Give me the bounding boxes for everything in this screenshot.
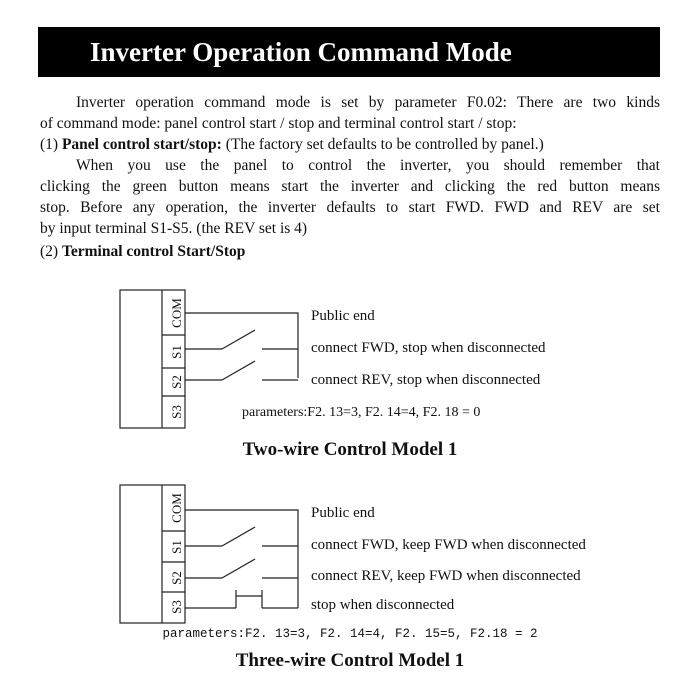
three-wire-label-stop: stop when disconnected bbox=[311, 597, 455, 613]
two-wire-diagram bbox=[0, 280, 700, 430]
two-wire-label-fwd: connect FWD, stop when disconnected bbox=[311, 340, 546, 356]
two-wire-terminal-s3: S3 bbox=[168, 405, 184, 419]
terminal-control-title: Terminal control Start/Stop bbox=[61, 243, 246, 260]
panel-control-note: (The factory set defaults to be controlled by panel.) bbox=[221, 136, 544, 153]
intro-line-2: of command mode: panel control start / stop and terminal control start / stop: bbox=[40, 115, 517, 132]
two-wire-parameters: parameters:F2. 13=3, F2. 14=4, F2. 18 = 0 bbox=[242, 405, 481, 420]
panel-body-line-1: When you use the panel to control the inverter, you should remember that bbox=[76, 157, 660, 174]
three-wire-label-fwd: connect FWD, keep FWD when disconnected bbox=[311, 537, 586, 553]
panel-control-heading bbox=[40, 134, 660, 155]
three-wire-s2-switch bbox=[222, 559, 255, 578]
three-wire-label-public: Public end bbox=[311, 505, 375, 521]
two-wire-terminal-com: COM bbox=[168, 298, 184, 328]
three-wire-com-line bbox=[185, 510, 298, 578]
three-wire-parameters: parameters:F2. 13=3, F2. 14=4, F2. 15=5, F2.18 = 2 bbox=[162, 627, 538, 641]
three-wire-terminal-s2: S2 bbox=[168, 571, 184, 585]
panel-body-line-4: by input terminal S1-S5. (the REV set is 4) bbox=[40, 220, 308, 237]
two-wire-label-rev: connect REV, stop when disconnected bbox=[311, 372, 541, 388]
panel-control-title: Panel control start/stop: bbox=[61, 136, 222, 153]
page-title: Inverter Operation Command Mode bbox=[90, 37, 512, 67]
two-wire-label-public: Public end bbox=[311, 308, 375, 324]
two-wire-caption: Two-wire Control Model 1 bbox=[242, 439, 458, 460]
three-wire-terminal-s1: S1 bbox=[168, 540, 184, 554]
three-wire-diagram bbox=[0, 480, 700, 630]
two-wire-terminal-s2: S2 bbox=[168, 375, 184, 389]
terminal-control-prefix: (2) bbox=[40, 243, 62, 260]
intro-line-1: Inverter operation command mode is set by parameter F0.02: There are two kinds bbox=[76, 94, 660, 111]
panel-control-prefix: (1) bbox=[40, 136, 62, 153]
three-wire-terminal-com: COM bbox=[168, 493, 184, 523]
panel-body-line-3: stop. Before any operation, the inverter defaults to start FWD. FWD and REV are set bbox=[40, 199, 660, 216]
three-wire-s1-switch bbox=[222, 527, 255, 546]
two-wire-s1-switch bbox=[222, 330, 255, 349]
page-title-bar bbox=[38, 27, 660, 77]
terminal-control-heading bbox=[40, 241, 660, 262]
three-wire-label-rev: connect REV, keep FWD when disconnected bbox=[311, 568, 581, 584]
panel-body-line-2: clicking the green button means start the inverter and clicking the red button means bbox=[40, 178, 660, 195]
three-wire-caption: Three-wire Control Model 1 bbox=[235, 650, 465, 671]
two-wire-terminal-s1: S1 bbox=[168, 345, 184, 359]
three-wire-terminal-s3: S3 bbox=[168, 600, 184, 614]
two-wire-s2-switch bbox=[222, 361, 255, 380]
